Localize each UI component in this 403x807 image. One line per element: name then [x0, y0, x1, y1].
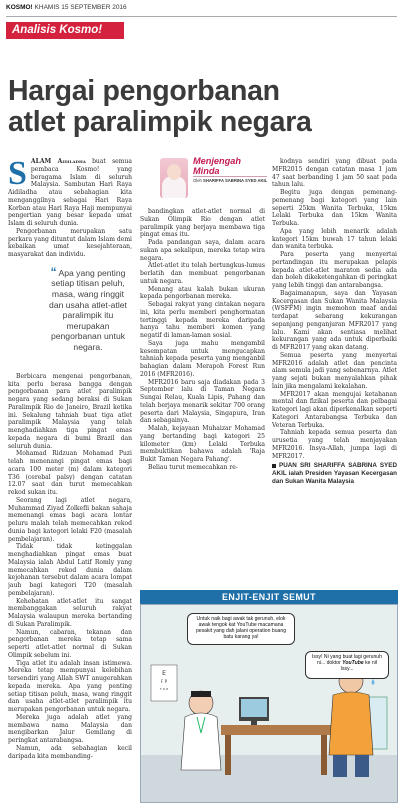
bullet-square-icon [272, 464, 276, 468]
section-label: Analisis Kosmo! [6, 22, 124, 39]
divider [193, 176, 267, 177]
author-signoff: PUAN SRI SHARIFFA SABRINA SYED AKIL ialah Presiden Yayasan Kecergasan dan Sukan Wanita Malaysia [272, 462, 397, 485]
article-paragraph: Kehebatan atlet-atlet itu sangat membanggakan seluruh rakyat Malaysia walaupun mereka bertanding di Sukan Paralimpik. [8, 597, 132, 628]
article-paragraph: Begitu juga dengan pemenang-pemenang bagi kategori yang lain seperti 25km Wanita Terbuka, 15km Lelaki Terbuka dan 15km Wanita Terbuka. [272, 189, 397, 227]
issue-date: KHAMIS 15 SEPTEMBER 2016 [34, 4, 127, 11]
article-paragraph: Berbicara mengenai pengorbanan, kita perlu berasa bangga dengan pengorbanan para atlet paralimpik negara yang sedang beraksi di Sukan Paralimpik Rio de Janeiro, Brazil ketika ini. Sekalung tahniah buat tiga atlet paralimpik Malaysia yang telah menghadiahkan tiga pingat emas kepada negara di bumi Brazil dan seluruh dunia. [8, 372, 132, 450]
article-paragraph: Para peserta yang menyertai pertandingan itu merupakan pelapis kepada atlet-atlet maraton sedia ada dan boleh dikeketengahkan di peringkat yang lebih tinggi dan antarabangsa. [272, 251, 397, 289]
lead-paragraph [8, 158, 132, 228]
article-paragraph: kodnya sendiri yang dibuat pada MFR2015 dengan catatan masa 1 jam 47 saat berbanding 1 jam 50 saat pada tahun lalu. [272, 158, 397, 189]
headline-line-1: Hargai pengorbanan [8, 75, 280, 107]
speech-bubble-doctor: Untuk naik bagi awak tak gerunuh, elok awak tengok kat YouTube macamana pesakit yang dah jalani operation buang batu karang ya! [187, 613, 295, 645]
article-paragraph: Bagaimanapun, saya dan Yayasan Kecergasan dan Sukan Wanita Malaysia (WSFFM) ingin memohon maaf andai terdapat sebarang kekurangan sepanjang penganjuran MFR2017 yang lalu. Kami akan sentiasa melihat kekurangan yang ada untuk diperbaiki di MFR2017 yang akan datang. [272, 289, 397, 351]
article-paragraph: Semua peserta yang menyertai MFR2016 adalah atlet dan pencinta alam semula jadi yang sebenarnya. Atlet yang sejati bukan menyalahkan pihak lain jika mengalami kekalahan. [272, 351, 397, 390]
article-paragraph: Seorang lagi atlet negara, Muhammad Ziyad Zolkefli bakan sahaja memenangi emas bagi acara lontar peluru malah telah memecahkan rekod dunia bagi kategori lelaki F20 (masalah pembelajaran). [8, 496, 132, 543]
article-paragraph: Mohamad Ridzuan Mohamad Puzi telah menenangi pingat emas bagi acara 100 meter (m) dalam kategori T36 (cerebal palsy) dengan catatan 12.07 saat dan turut memecahkan rekod sukan itu. [8, 450, 132, 496]
masthead [6, 4, 397, 14]
article-column-2 [140, 208, 265, 580]
article-paragraph: Namun, cabaran, tekanan dan pengorbanan mereka tetap sama seperti atlet-atlet normal di Sukan Olimpik sebelum ini. [8, 628, 132, 659]
article-paragraph: Sebagai rakyat yang cintakan negara ini, kita perlu memberi penghormatan tertinggi kepada mereka daripada hanya tahu memberi komen yang negatif di laman-laman sosial. [140, 301, 265, 339]
article-paragraph: Menang atau kalah bukan ukuran kepada pengorbanan mereka. [140, 285, 265, 301]
publication-name: KOSMO! [6, 4, 33, 11]
article-paragraph: Tiga atlet itu adalah insan istimewa. Mereka tetap mempunyai kelebihan tersendiri yang Allah SWT anugerahkan kepada mereka. Apa yang penting setiap titisan peluh, masa, wang ringgit dan usaha atlet-atlet paralimpik itu merupakan pengorbanan untuk negara. [8, 659, 132, 713]
lead-caps: ALAM Aidiladha [30, 158, 86, 165]
article-paragraph: buat semua pembaca Kosmo! yang beragama Islam di seluruh Malaysia. Sambutan Hari Raya Aidiladha atau sebahagian kita menganggilnya sebagai Hari Raya Korban atau Hari Raya Haji mempunyai pengertian yang besar kepada umat Islam di seluruh dunia. [8, 158, 132, 227]
page-title [8, 76, 398, 138]
article-paragraph: Saya juga mahu mengambil kesempatan untuk mengucapkan tahniah kepada peserta yang menganbil bahagian dalam Merapoh Forest Run 2016 (MFR2016). [140, 339, 265, 378]
article-paragraph: Atlet-atlet itu telah bertungkus-lumus berlatih dan membuat pengorbanan untuk negara. [140, 262, 265, 285]
article-paragraph: Mereka juga adalah atlet yang membawa nama Malaysia dan mengibarkan Jalur Gemilang di peringkat antarabangsa. [8, 713, 132, 744]
masthead-rule [6, 16, 397, 17]
cartoon-title: ENJIT-ENJIT SEMUT [140, 590, 398, 604]
pull-quote-text: Apa yang penting setiap titisan peluh, masa, wang ringgit dan usaha atlet-atlet paralimpik itu merupakan pengorbanan untuk negara. [49, 267, 127, 352]
article-paragraph: Namun, ada sebahagian kecil daripada kita membanding- [8, 744, 132, 760]
article-column-3 [272, 158, 397, 558]
article-paragraph: bandingkan atlet-atlet normal di Sukan Olimpik Rio dengan atlet paralimpik yang berjaya membawa tiga pingat emas itu. [140, 208, 265, 239]
article-paragraph: Apa yang lebih menarik adalah kategori 15km buwah 17 tahun lelaki dan wanita terbuka. [272, 227, 397, 251]
author-name: Oleh SHARIFFA SABRINA SYED AKIL [193, 178, 268, 183]
author-photo [160, 158, 188, 198]
article-paragraph: Tahniah kepada semua peserta dan urusetia yang telah menjayakan MFR2016. Insya-Allah, jumpa lagi di MFR2017. [272, 429, 397, 460]
article-paragraph: Pada pandangan saya, dalam acara sukan apa sekalipun, mereka tetap wira negara. [140, 239, 265, 262]
column-name: Menjengah Minda [193, 156, 241, 176]
svg-text:F P: F P [161, 679, 167, 684]
article-paragraph: Malah, kejayaan Muhaizar Mohamad yang bertanding bagi kategori 25 kilometer (km) Lelaki Terbuka membuktikan bahawa adalah 'Raja Bukit Taman Negara Pahang'. [140, 425, 265, 463]
article-paragraph: MFR2016 baru saja diadakan pada 3 September lalu di Taman Negara Sungai Relau, Kuala Lipis, Pahang dan telah berjaya menarik sekitar 700 orang peserta dari Malaysia, Singapura, Iran dan sebagainya. [140, 378, 265, 425]
article-paragraph: MFR2017 akan mengujai ketahanan mental dan fizikal peserta dan pelbagai kategori lagi akan diperkenalkan seperti Kategori Antarabangsa Terbuka dan Veteran Terbuka. [272, 390, 397, 429]
article-paragraph: Tidak tidak ketinggalan menghadiahkan pingat emas buat Malaysia ialah Abdul Latif Romly yang memecahkan rekod dunia dalam kejohanan tersebut dalam acara lompat jauh bagi kategori T20 (masalah pembelajaran). [8, 543, 132, 597]
cartoon-panel [140, 590, 398, 803]
drop-cap: S [8, 158, 27, 192]
cartoon-illustration [140, 604, 398, 803]
headline-line-2: atlet paralimpik negara [8, 106, 312, 138]
article-paragraph: Pengorbanan merupakan satu perkara yang dituntut dalam Islam demi kebaikan umat kesejahteraan, masyarakat dan individu. [8, 227, 132, 258]
speech-bubble-patient: Issy! Ni yang buat lagi gerunuh ni... doktor YouTube ke nil Issy... [305, 651, 389, 679]
author-box [148, 152, 268, 204]
article-column-1 [8, 158, 132, 807]
quote-mark-icon: “ [50, 264, 57, 279]
pull-quote [48, 263, 128, 369]
svg-text:T O Z: T O Z [159, 687, 169, 691]
article-paragraph: Beliau turut memecahkan re- [148, 463, 238, 471]
svg-text:E: E [162, 670, 166, 677]
